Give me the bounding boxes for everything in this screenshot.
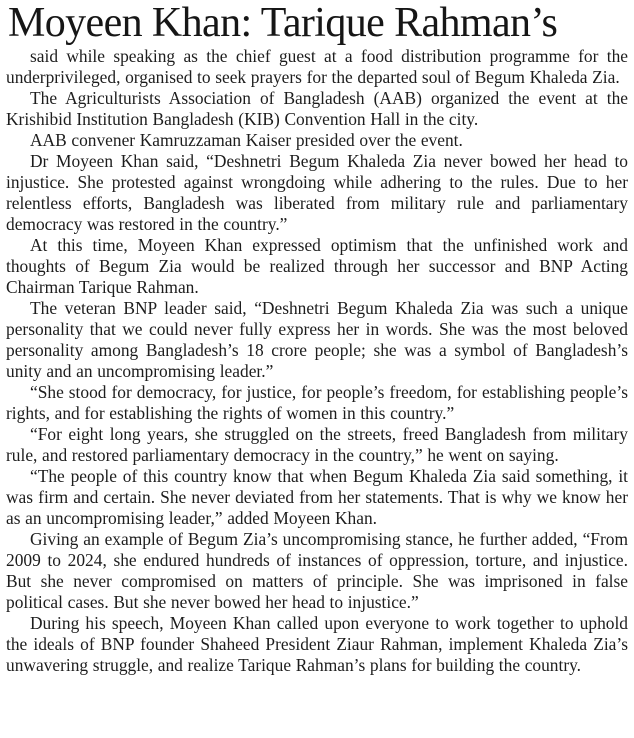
- article-paragraph-4: Dr Moyeen Khan said, “Deshnetri Begum Khaleda Zia never bowed her head to injustice. She protested against wrongdoing while adhering to the rules. Due to her relentless efforts, Bangladesh was liberated from military rule and parliamentary democracy was restored in the country.”: [6, 151, 628, 234]
- article-paragraph-11: During his speech, Moyeen Khan called upon everyone to work together to uphold the ideals of BNP founder Shaheed President Ziaur Rahman, implement Khaleda Zia’s unwavering struggle, and realize Tarique Rahman’s plans for building the country.: [6, 613, 628, 675]
- article-paragraph-8: “For eight long years, she struggled on the streets, freed Bangladesh from military rule, and restored parliamentary democracy in the country,” he went on saying.: [6, 424, 628, 465]
- article-paragraph-10: Giving an example of Begum Zia’s uncompromising stance, he further added, “From 2009 to 2024, she endured hundreds of instances of oppression, torture, and injustice. But she never compromised on matters of principle. She was imprisoned in false political cases. But she never bowed her head to injustice.”: [6, 529, 628, 612]
- article-paragraph-1: said while speaking as the chief guest at a food distribution programme for the underprivileged, organised to seek prayers for the departed soul of Begum Khaleda Zia.: [6, 46, 628, 87]
- article-paragraph-6: The veteran BNP leader said, “Deshnetri Begum Khaleda Zia was such a unique personality that we could never fully express her in words. She was the most beloved personality among Bangladesh’s 18 crore people; she was a symbol of Bangladesh’s unity and an uncompromising leader.”: [6, 298, 628, 381]
- article-headline: Moyeen Khan: Tarique Rahman’s: [8, 0, 558, 46]
- article-paragraph-3: AAB convener Kamruzzaman Kaiser presided over the event.: [30, 130, 463, 150]
- article-body: [6, 46, 628, 676]
- article-paragraph-9: “The people of this country know that when Begum Khaleda Zia said something, it was firm and certain. She never deviated from her statements. That is why we know her as an uncompromising leader,” added Moyeen Khan.: [6, 466, 628, 528]
- article-paragraph-7: “She stood for democracy, for justice, for people’s freedom, for establishing people’s rights, and for establishing the rights of women in this country.”: [6, 382, 628, 423]
- article-paragraph-5: At this time, Moyeen Khan expressed optimism that the unfinished work and thoughts of Begum Zia would be realized through her successor and BNP Acting Chairman Tarique Rahman.: [6, 235, 628, 297]
- article-paragraph-2: The Agriculturists Association of Bangladesh (AAB) organized the event at the Krishibid Institution Bangladesh (KIB) Convention Hall in the city.: [6, 88, 628, 129]
